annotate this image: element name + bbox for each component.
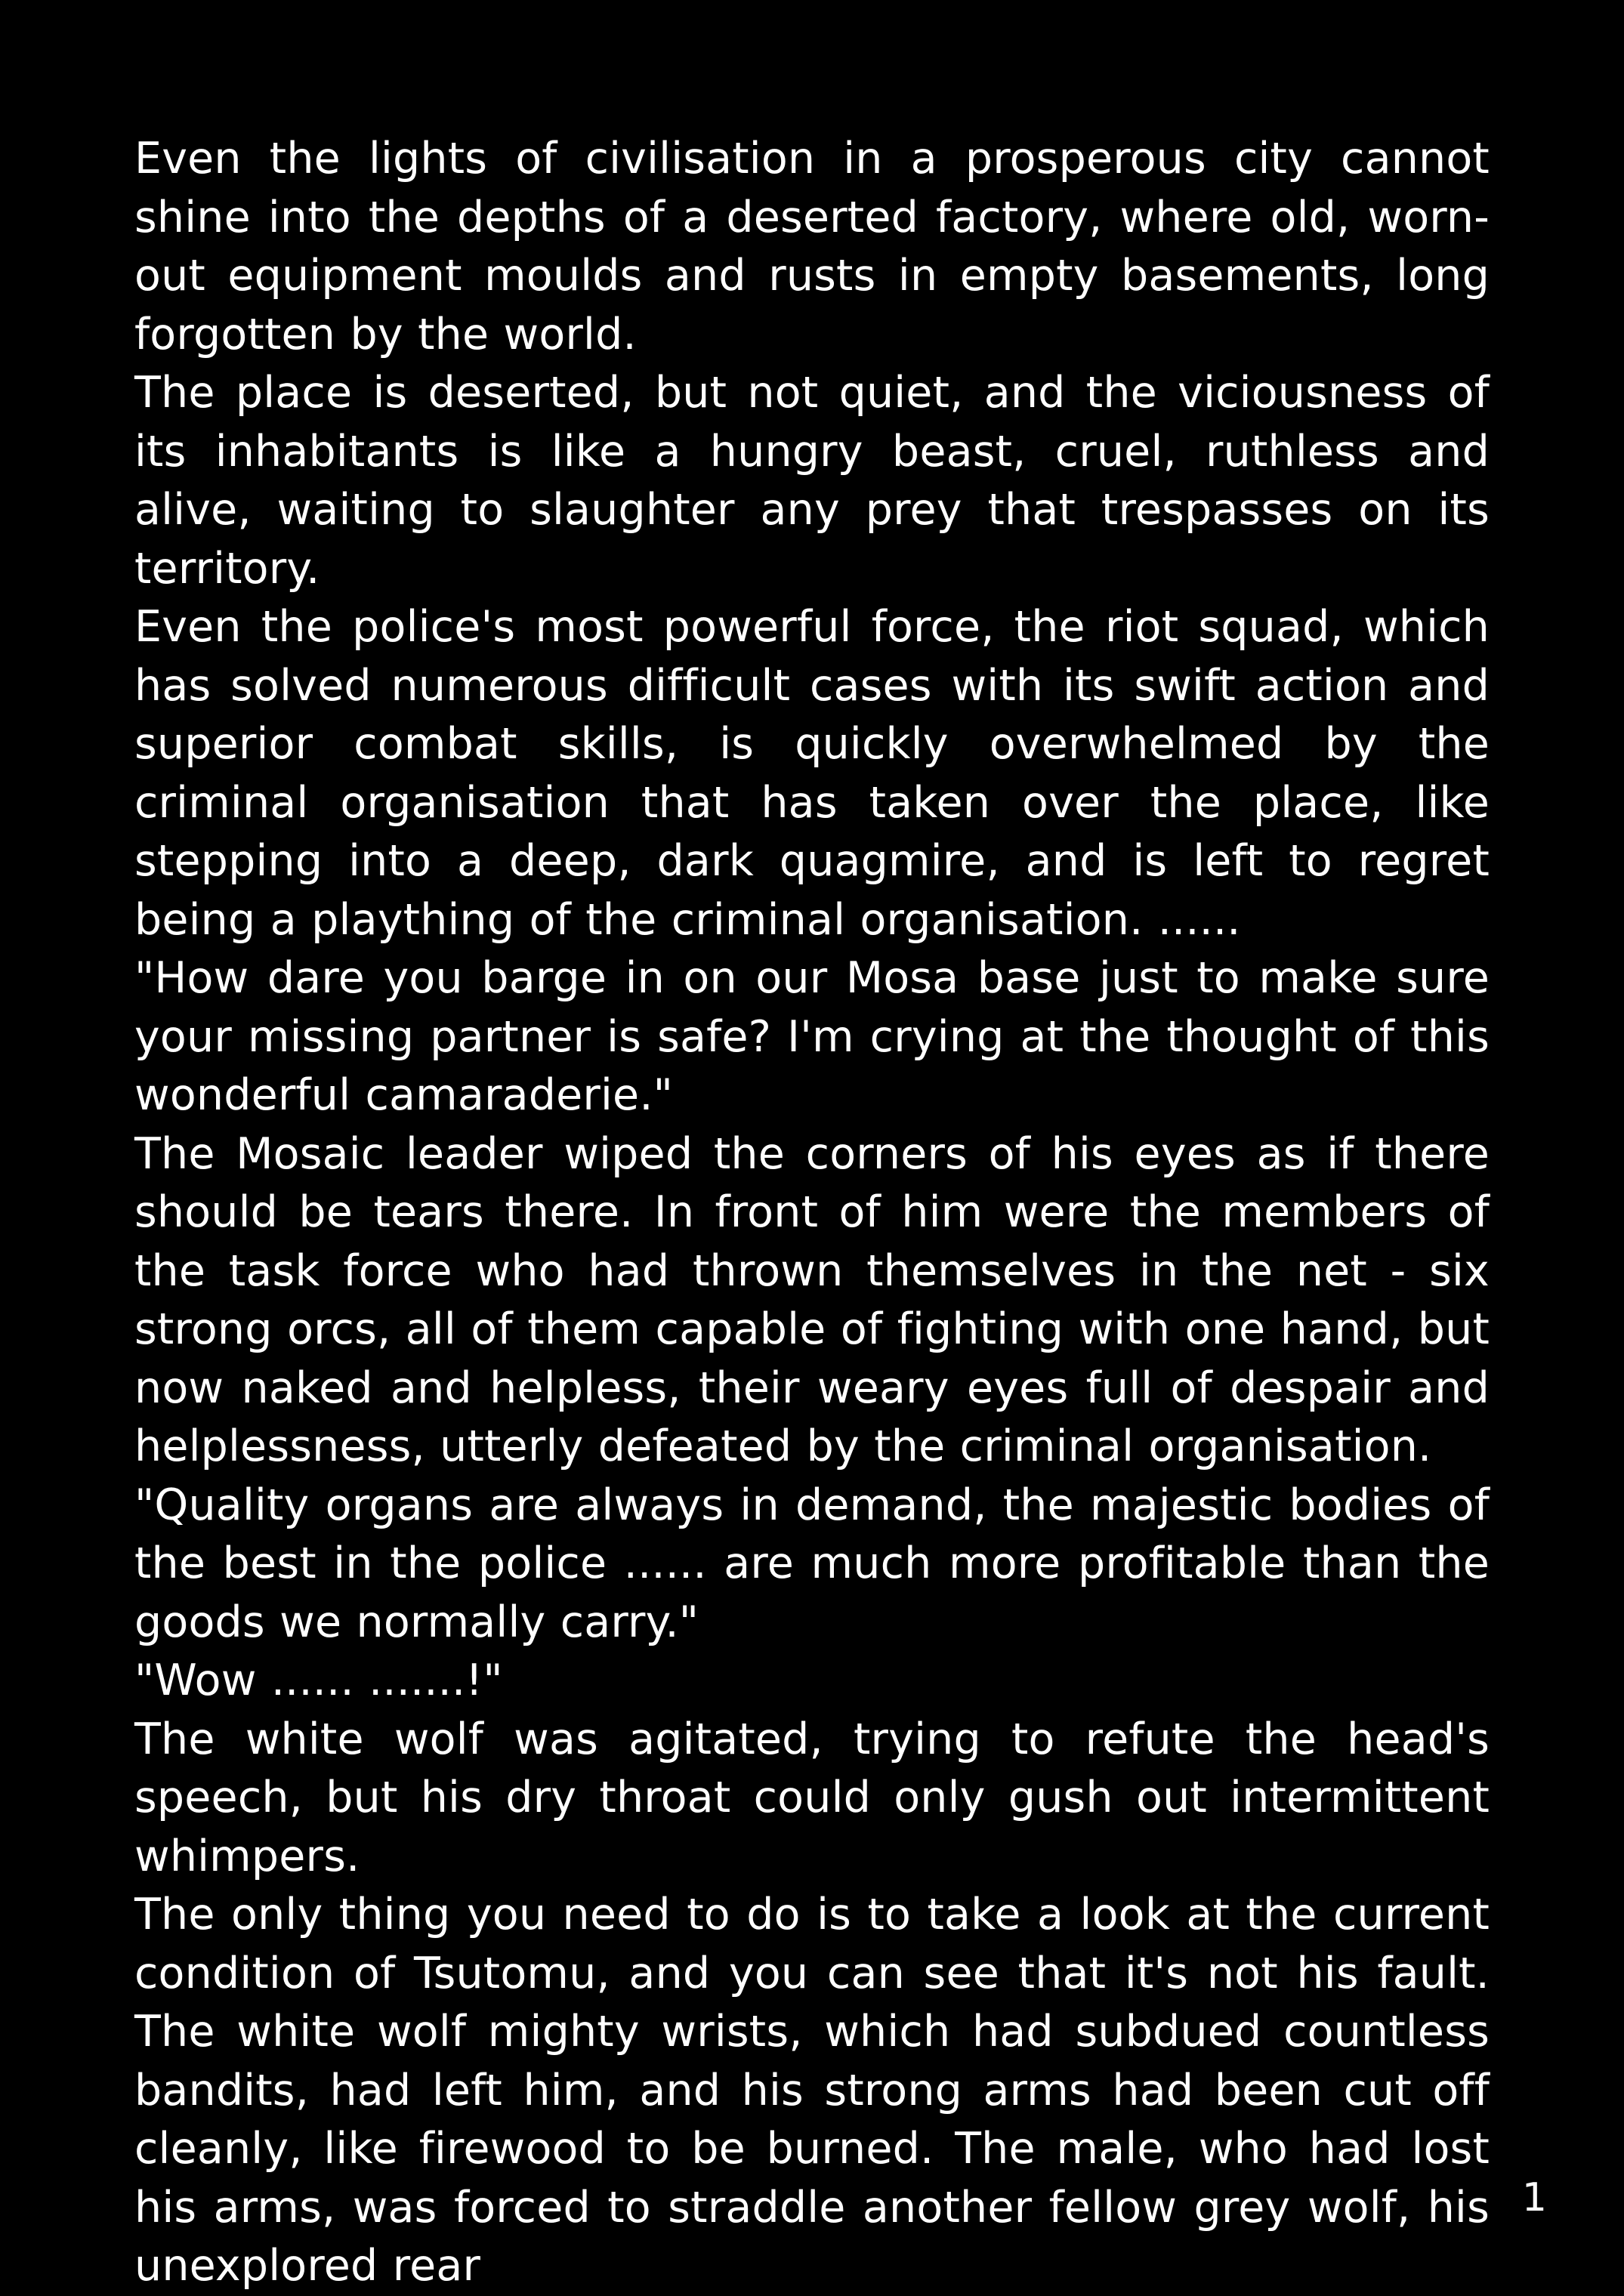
paragraph-4: "How dare you barge in on our Mosa base just to make sure your missing partner is safe? I'm crying at the thought of this wonderful camaraderie."	[134, 953, 1490, 1120]
paragraph-7: "Wow ...... .......!"	[134, 1656, 503, 1705]
paragraph-1: Even the lights of civilisation in a prosperous city cannot shine into the depths of a deserted factory, where old, worn-out equipment moulds and rusts in empty basements, long forgotten by the world.	[134, 134, 1490, 360]
page-number: 1	[1521, 2175, 1547, 2220]
paragraph-9: The only thing you need to do is to take a look at the current condition of Tsutomu, and you can see that it's not his fault. The white wolf mighty wrists, which had subdued countless bandits, had left him, and his strong arms had been cut off cleanly, like firewood to be burned. The male, who had lost his arms, was forced to straddle another fellow grey wolf, his unexplored rear	[134, 1890, 1490, 2291]
paragraph-8: The white wolf was agitated, trying to refute the head's speech, but his dry throat could only gush out intermittent whimpers.	[134, 1714, 1490, 1881]
paragraph-2: The place is deserted, but not quiet, and the viciousness of its inhabitants is like a hungry beast, cruel, ruthless and alive, waiting to slaughter any prey that trespasses on its territory.	[134, 368, 1490, 594]
paragraph-5: The Mosaic leader wiped the corners of his eyes as if there should be tears there. In front of him were the members of the task force who had thrown themselves in the net - six strong orcs, all of them capable of fighting with one hand, but now naked and helpless, their weary eyes full of despair and helplessness, utterly defeated by the criminal organisation.	[134, 1128, 1490, 1471]
paragraph-3: Even the police's most powerful force, the riot squad, which has solved numerous difficult cases with its swift action and superior combat skills, is quickly overwhelmed by the criminal organisation that has taken over the place, like stepping into a deep, dark quagmire, and is left to regret being a plaything of the criminal organisation. ......	[134, 602, 1490, 945]
paragraph-6: "Quality organs are always in demand, the majestic bodies of the best in the police ...... are much more profitable than the goods we normally carry."	[134, 1480, 1490, 1647]
body-text	[134, 130, 1490, 2296]
